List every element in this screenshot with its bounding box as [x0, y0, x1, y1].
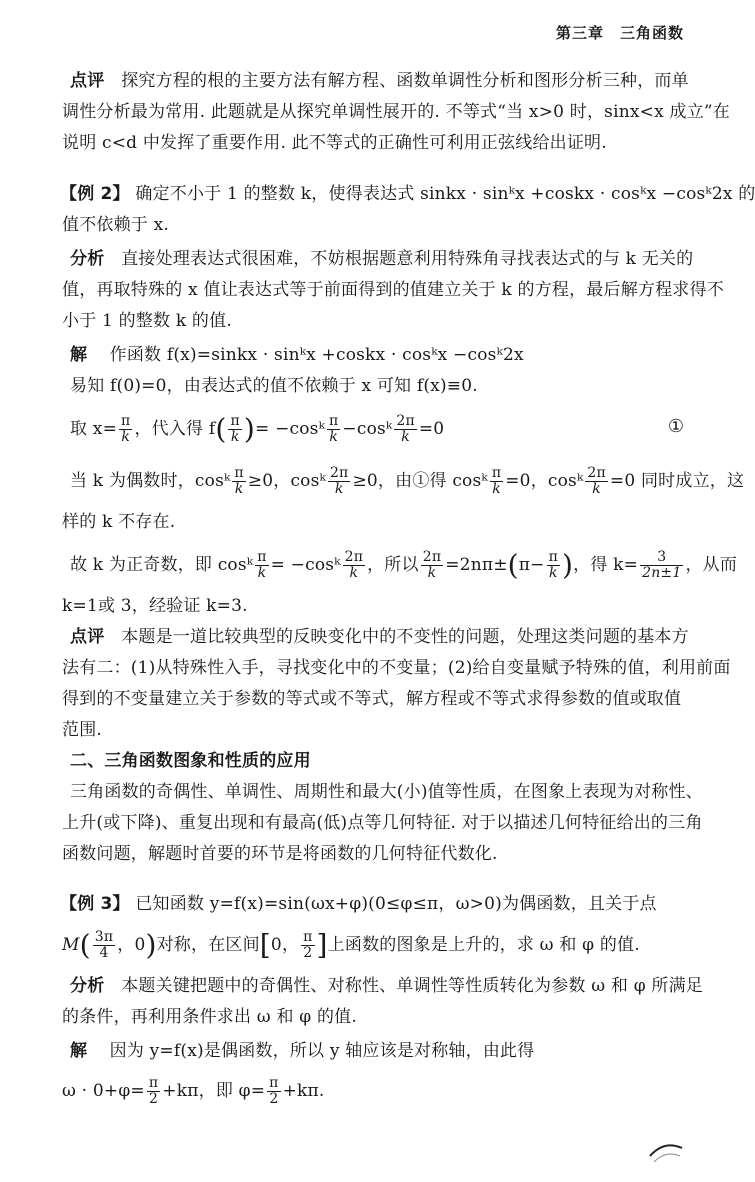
- analysis-2-text-1: 直接处理表达式很困难，不妨根据题意利用特殊角寻找表达式的与 k 无关的: [121, 249, 694, 269]
- text-segment: π−: [518, 555, 545, 575]
- text-segment: −cosᵏ: [342, 419, 393, 439]
- analysis-label: 分析: [70, 976, 105, 996]
- text-segment: =2nπ±: [445, 555, 508, 575]
- solution-2-line-3: 取 x= $\frac{\pi}{k}$ ，代入得 f( $\frac{\pi}{k}$ )= −cosᵏ $\frac{\pi}{k}$ −cosᵏ $\frac{2\pi}{k}$ =0: [70, 412, 445, 446]
- text-segment: = −cosᵏ: [255, 419, 325, 439]
- solution-2-line-6: 故 k 为正奇数，即 cosᵏ $\frac{\pi}{k}$ = −cosᵏ $\frac{2\pi}{k}$ ，所以 $\frac{2\pi}{k}$ =2nπ±(π− $\frac{\pi}{k}$ )，得 k= $\frac{3}{2n\pm 1}$ ，从而: [70, 548, 738, 582]
- comment-1-text-1: 探究方程的根的主要方法有解方程、函数单调性分析和图形分析三种，而单: [121, 71, 689, 91]
- text-segment: ≥0，cosᵏ: [247, 471, 326, 491]
- text-segment: +kπ，即 φ=: [162, 1081, 266, 1101]
- comment-1-line-3: 说明 c<d 中发挥了重要作用. 此不等式的正确性可利用正弦线给出证明.: [62, 133, 607, 153]
- text-segment: ，代入得 f: [134, 419, 216, 439]
- fraction-2pi-over-k: $\frac{2\pi}{k}$: [587, 465, 606, 497]
- section-line-2: 上升(或下降)、重复出现和有最高(低)点等几何特征. 对于以描述几何特征给出的三角: [62, 813, 703, 833]
- text-segment: =0 同时成立，这: [609, 471, 745, 491]
- page-curl-icon: [646, 1134, 686, 1174]
- example-3-line-2: M( $\frac{3\pi}{4}$ ，0)对称，在区间[0， $\frac{\pi}{2}$ ]上函数的图象是上升的，求 ω 和 φ 的值.: [62, 928, 640, 962]
- solution-2-line-1: [70, 344, 684, 366]
- text-segment: 故 k 为正奇数，即 cosᵏ: [70, 555, 254, 575]
- example-3-line-1: [60, 893, 684, 915]
- fraction-pi-over-k: $\frac{\pi}{k}$: [234, 465, 244, 497]
- solution-2-text-1: 作函数 f(x)=sinkx · sinᵏx +coskx · cosᵏx −cosᵏ2x: [109, 345, 524, 365]
- text-segment: 0，: [270, 935, 300, 955]
- fraction-pi-over-k: $\frac{\pi}{k}$: [491, 465, 502, 497]
- text-segment: 上函数的图象是上升的，求 ω 和 φ 的值.: [327, 935, 640, 955]
- fraction-3-over-2n1: $\frac{3}{2n\pm 1}$: [642, 549, 682, 581]
- example-3-text-1: 已知函数 y=f(x)=sin(ωx+φ)(0≤φ≤π，ω>0)为偶函数，且关于点: [135, 894, 657, 914]
- solution-3-text-1: 因为 y=f(x)是偶函数，所以 y 轴应该是对称轴，由此得: [109, 1041, 535, 1061]
- solution-2-line-2: 易知 f(0)=0，由表达式的值不依赖于 x 可知 f(x)≡0.: [70, 376, 478, 396]
- fraction-pi-over-2: $\frac{\pi}{2}$: [269, 1075, 279, 1107]
- fraction-pi-over-k: $\frac{\pi}{k}$: [257, 549, 267, 581]
- analysis-2-line-1: [70, 248, 694, 270]
- text-segment: 取 x=: [70, 419, 118, 439]
- comment-2-text-1: 本题是一道比较典型的反映变化中的不变性的问题，处理这类问题的基本方: [121, 627, 689, 647]
- text-segment: =0: [418, 419, 445, 439]
- fraction-pi-over-2: $\frac{\pi}{2}$: [148, 1075, 159, 1107]
- comment-label: 点评: [70, 627, 105, 647]
- solution-label: 解: [70, 345, 88, 365]
- section-line-1: 三角函数的奇偶性、单调性、周期性和最大(小)值等性质，在图象上表现为对称性、: [70, 782, 703, 802]
- solution-2-line-7: k=1或 3，经验证 k=3.: [62, 596, 248, 616]
- text-segment: ω · 0+φ=: [62, 1081, 145, 1101]
- example-3-label: 【例 3】: [60, 894, 130, 914]
- fraction-2pi-over-k: $\frac{2\pi}{k}$: [396, 413, 415, 445]
- analysis-2-line-3: 小于 1 的整数 k 的值.: [62, 311, 232, 331]
- equation-marker-1: ①: [667, 416, 684, 437]
- comment-label: 点评: [70, 71, 105, 91]
- comment-1-line-2: 调性分析最为常用. 此题就是从探究单调性展开的. 不等式“当 x>0 时，sinx<x 成立”在: [62, 102, 730, 122]
- analysis-3-line-1: [70, 975, 703, 997]
- chapter-header: 第三章 三角函数: [555, 24, 684, 42]
- text-segment: M: [62, 935, 80, 955]
- section-title: 二、三角函数图象和性质的应用: [70, 751, 311, 771]
- analysis-3-line-2: 的条件，再利用条件求出 ω 和 φ 的值.: [62, 1007, 357, 1027]
- example-2-line-2: 值不依赖于 x.: [62, 215, 169, 235]
- fraction-pi-over-k: $\frac{\pi}{k}$: [121, 413, 131, 445]
- text-segment: 当 k 为偶数时，cosᵏ: [70, 471, 231, 491]
- text-segment: ，从而: [685, 555, 738, 575]
- analysis-label: 分析: [70, 249, 105, 269]
- analysis-2-line-2: 值，再取特殊的 x 值让表达式等于前面得到的值建立关于 k 的方程，最后解方程求得不: [62, 280, 724, 300]
- text-segment: ，0: [117, 935, 146, 955]
- text-segment: 对称，在区间: [156, 935, 260, 955]
- fraction-2pi-over-k: $\frac{2\pi}{k}$: [422, 549, 442, 581]
- fraction-pi-over-k: $\frac{\pi}{k}$: [230, 413, 240, 445]
- text-segment: +kπ.: [282, 1081, 325, 1101]
- example-2-line-1: [60, 183, 755, 205]
- fraction-2pi-over-k: $\frac{2\pi}{k}$: [329, 465, 349, 497]
- fraction-pi-over-2: $\frac{\pi}{2}$: [303, 929, 313, 961]
- text-segment: ≥0，由①得 cosᵏ: [352, 471, 488, 491]
- comment-2-line-2: 法有二：(1)从特殊性入手，寻找变化中的不变量；(2)给自变量赋予特殊的值，利用前面: [62, 658, 731, 678]
- section-line-3: 函数问题，解题时首要的环节是将函数的几何特征代数化.: [62, 844, 498, 864]
- fraction-3pi-over-4: $\frac{3\pi}{4}$: [94, 929, 114, 961]
- fraction-2pi-over-k: $\frac{2\pi}{k}$: [344, 549, 364, 581]
- analysis-3-text-1: 本题关键把题中的奇偶性、对称性、单调性等性质转化为参数 ω 和 φ 所满足: [121, 976, 703, 996]
- fraction-pi-over-k: $\frac{\pi}{k}$: [329, 413, 339, 445]
- fraction-pi-over-k: $\frac{\pi}{k}$: [548, 549, 559, 581]
- example-2-label: 【例 2】: [60, 184, 130, 204]
- comment-2-line-3: 得到的不变量建立关于参数的等式或不等式，解方程或不等式求得参数的值或取值: [62, 689, 682, 709]
- text-segment: = −cosᵏ: [270, 555, 341, 575]
- solution-3-line-2: [62, 1076, 684, 1107]
- comment-1-line-1: [70, 70, 689, 92]
- solution-label: 解: [70, 1041, 88, 1061]
- example-2-text-1: 确定不小于 1 的整数 k，使得表达式 sinkx · sinᵏx +coskx · cosᵏx −cosᵏ2x 的: [135, 184, 755, 204]
- solution-2-line-5: 样的 k 不存在.: [62, 512, 176, 532]
- text-segment: ，所以: [367, 555, 419, 575]
- solution-2-line-4: [70, 465, 745, 497]
- comment-2-line-4: 范围.: [62, 720, 103, 740]
- text-segment: =0，cosᵏ: [505, 471, 584, 491]
- comment-2-line-1: [70, 626, 689, 648]
- solution-3-line-1: [70, 1040, 684, 1062]
- text-segment: ，得 k=: [573, 555, 639, 575]
